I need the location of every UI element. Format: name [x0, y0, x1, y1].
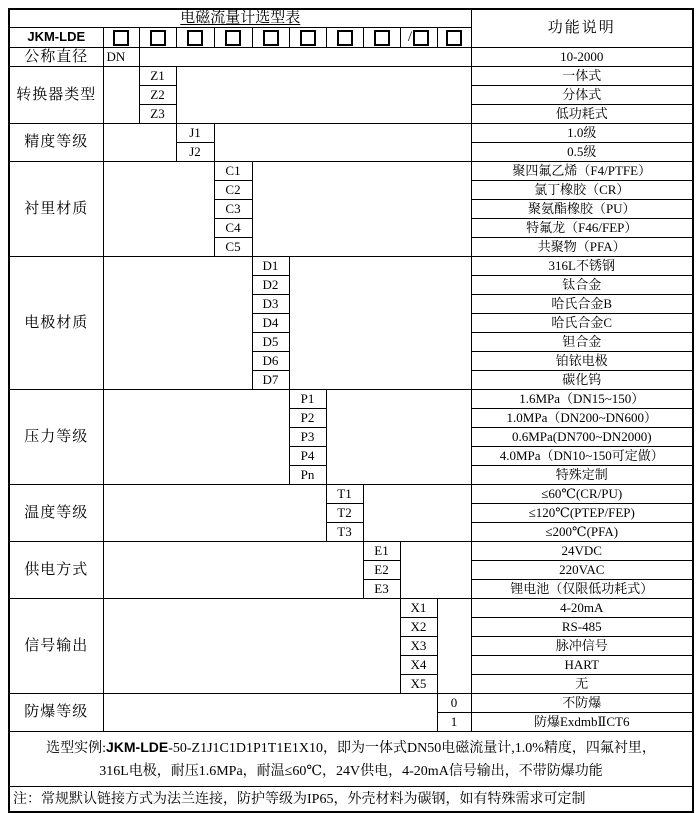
option-code-cell: X2	[400, 618, 437, 637]
empty-cell	[139, 48, 471, 67]
checkbox-icon[interactable]	[187, 30, 203, 46]
example-label: 选型实例:	[46, 740, 106, 756]
checkbox-icon[interactable]	[150, 30, 166, 46]
option-code-cell: P2	[289, 409, 326, 428]
empty-cell	[176, 67, 471, 124]
option-code-cell: D6	[252, 352, 289, 371]
option-code-cell: C1	[214, 162, 252, 181]
function-description-cell: 钛合金	[471, 276, 693, 295]
model-checkbox-cell	[103, 28, 139, 48]
option-code-cell: D2	[252, 276, 289, 295]
empty-cell	[103, 694, 437, 732]
option-code-cell: C5	[214, 238, 252, 257]
empty-cell	[103, 542, 363, 599]
option-code-cell: C4	[214, 219, 252, 238]
function-description-cell: 铂铱电极	[471, 352, 693, 371]
table-row	[9, 694, 693, 713]
option-code-cell: 0	[437, 694, 471, 713]
empty-cell	[289, 257, 471, 390]
section-label: 防爆等级	[9, 694, 103, 732]
function-description-cell: 聚四氟乙烯（F4/PTFE）	[471, 162, 693, 181]
checkbox-icon[interactable]	[225, 30, 241, 46]
table-row	[9, 257, 693, 276]
option-code-cell: T1	[326, 485, 363, 504]
model-checkbox-cell	[214, 28, 252, 48]
function-description-cell: 0.5级	[471, 143, 693, 162]
checkbox-icon[interactable]	[337, 30, 353, 46]
option-code-cell: Z1	[139, 67, 176, 86]
table-footer-rows	[9, 732, 693, 813]
checkbox-icon[interactable]	[446, 30, 462, 46]
option-code-cell: Z2	[139, 86, 176, 105]
function-description-cell: 脉冲信号	[471, 637, 693, 656]
function-description-cell: 1.6MPa（DN15~150）	[471, 390, 693, 409]
page-title: 电磁流量计选型表	[9, 9, 471, 28]
model-checkbox-cell	[400, 28, 437, 48]
function-description-cell: 特殊定制	[471, 466, 693, 485]
table-row	[9, 162, 693, 181]
function-description-cell: 碳化钨	[471, 371, 693, 390]
function-description-cell: 哈氏合金B	[471, 295, 693, 314]
option-code-cell: E1	[363, 542, 400, 561]
option-code-cell: X3	[400, 637, 437, 656]
option-code-cell: X4	[400, 656, 437, 675]
option-code-cell: C2	[214, 181, 252, 200]
empty-cell	[437, 599, 471, 694]
function-description-cell: ≤200℃(PFA)	[471, 523, 693, 542]
function-description-cell: 10-2000	[471, 48, 693, 67]
empty-cell	[103, 257, 252, 390]
example-row	[9, 732, 693, 787]
function-description-cell: ≤120℃(PTEP/FEP)	[471, 504, 693, 523]
section-label: 压力等级	[9, 390, 103, 485]
option-code-cell: 1	[437, 713, 471, 732]
function-description-cell: 1.0级	[471, 124, 693, 143]
option-code-cell: C3	[214, 200, 252, 219]
table-row	[9, 48, 693, 67]
function-description-cell: 共聚物（PFA）	[471, 238, 693, 257]
option-code-cell: D5	[252, 333, 289, 352]
function-description-cell: 哈氏合金C	[471, 314, 693, 333]
function-description-cell: 一体式	[471, 67, 693, 86]
option-code-cell: D3	[252, 295, 289, 314]
function-description-cell: 钽合金	[471, 333, 693, 352]
option-code-cell: J2	[176, 143, 214, 162]
option-code-cell: P1	[289, 390, 326, 409]
table-row	[9, 124, 693, 143]
function-description-cell: 锂电池（仅限低功耗式）	[471, 580, 693, 599]
example-model-code: JKM-LDE	[106, 738, 169, 755]
note-row	[9, 787, 693, 813]
section-label: 精度等级	[9, 124, 103, 162]
empty-cell	[400, 542, 471, 599]
option-code-cell: T2	[326, 504, 363, 523]
model-checkbox-cell	[139, 28, 176, 48]
empty-cell	[103, 67, 139, 124]
function-description-cell: 分体式	[471, 86, 693, 105]
option-code-cell: Z3	[139, 105, 176, 124]
model-checkbox-cell	[437, 28, 471, 48]
section-label: 电极材质	[9, 257, 103, 390]
option-code-cell: J1	[176, 124, 214, 143]
table-row	[9, 67, 693, 86]
example-line-2: 316L电极，耐压1.6MPa，耐温≤60℃，24V供电，4-20mA信号输出，不带防爆功能	[99, 763, 603, 779]
option-code-cell: T3	[326, 523, 363, 542]
function-description-cell: 氯丁橡胶（CR）	[471, 181, 693, 200]
option-code-cell: D7	[252, 371, 289, 390]
option-code-cell: Pn	[289, 466, 326, 485]
function-description-cell: 无	[471, 675, 693, 694]
function-description-cell: HART	[471, 656, 693, 675]
function-description-cell: 防爆ExdmbⅡCT6	[471, 713, 693, 732]
option-code-cell: E3	[363, 580, 400, 599]
function-description-cell: 4.0MPa（DN10~150可定做）	[471, 447, 693, 466]
section-label: 温度等级	[9, 485, 103, 542]
option-code-cell: E2	[363, 561, 400, 580]
function-description-cell: 24VDC	[471, 542, 693, 561]
function-header: 功能说明	[471, 9, 693, 48]
checkbox-icon[interactable]	[263, 30, 279, 46]
empty-cell	[252, 162, 471, 257]
section-label: 公称直径	[9, 48, 103, 67]
function-description-cell: 聚氨酯橡胶（PU）	[471, 200, 693, 219]
table-header-rows	[9, 9, 693, 48]
section-label: 供电方式	[9, 542, 103, 599]
option-code-cell: P3	[289, 428, 326, 447]
model-checkbox-cell	[363, 28, 400, 48]
note-text: 注：常规默认链接方式为法兰连接，防护等级为IP65，外壳材料为碳钢，如有特殊需求可定制	[9, 787, 693, 813]
function-description-cell: 4-20mA	[471, 599, 693, 618]
option-code-cell: D1	[252, 257, 289, 276]
checkbox-icon[interactable]	[374, 30, 390, 46]
model-checkbox-cell	[252, 28, 289, 48]
section-label: 信号输出	[9, 599, 103, 694]
slash-separator: /	[407, 29, 413, 46]
function-description-cell: RS-485	[471, 618, 693, 637]
empty-cell	[103, 162, 214, 257]
empty-cell	[103, 485, 326, 542]
function-description-cell: ≤60℃(CR/PU)	[471, 485, 693, 504]
table-row	[9, 542, 693, 561]
empty-cell	[103, 390, 289, 485]
model-checkbox-cell	[289, 28, 326, 48]
option-code-cell: D4	[252, 314, 289, 333]
checkbox-icon[interactable]	[413, 30, 429, 46]
model-prefix: JKM-LDE	[9, 28, 103, 48]
checkbox-icon[interactable]	[113, 30, 129, 46]
empty-cell	[326, 390, 471, 485]
function-description-cell: 低功耗式	[471, 105, 693, 124]
empty-cell	[103, 599, 400, 694]
example-line-1	[13, 736, 689, 760]
table-row	[9, 599, 693, 618]
checkbox-icon[interactable]	[300, 30, 316, 46]
table-row	[9, 485, 693, 504]
function-description-cell: 316L不锈钢	[471, 257, 693, 276]
function-description-cell: 特氟龙（F46/FEP）	[471, 219, 693, 238]
option-code-cell: P4	[289, 447, 326, 466]
empty-cell	[363, 485, 471, 542]
option-code-cell: X1	[400, 599, 437, 618]
option-code-cell: DN	[103, 48, 139, 67]
section-label: 衬里材质	[9, 162, 103, 257]
flowmeter-selection-table	[8, 8, 694, 813]
function-description-cell: 220VAC	[471, 561, 693, 580]
function-description-cell: 1.0MPa（DN200~DN600）	[471, 409, 693, 428]
selection-table-body	[9, 48, 693, 732]
table-row	[9, 390, 693, 409]
model-checkbox-cell	[176, 28, 214, 48]
selection-example	[9, 732, 693, 787]
empty-cell	[103, 124, 176, 162]
function-description-cell: 0.6MPa(DN700~DN2000)	[471, 428, 693, 447]
function-description-cell: 不防爆	[471, 694, 693, 713]
empty-cell	[214, 124, 471, 162]
title-row	[9, 9, 693, 28]
model-checkbox-cell	[326, 28, 363, 48]
example-line1-rest: -50-Z1J1C1D1P1T1E1X10，即为一体式DN50电磁流量计,1.0%精度，四氟衬里，	[168, 740, 656, 756]
section-label: 转换器类型	[9, 67, 103, 124]
option-code-cell: X5	[400, 675, 437, 694]
